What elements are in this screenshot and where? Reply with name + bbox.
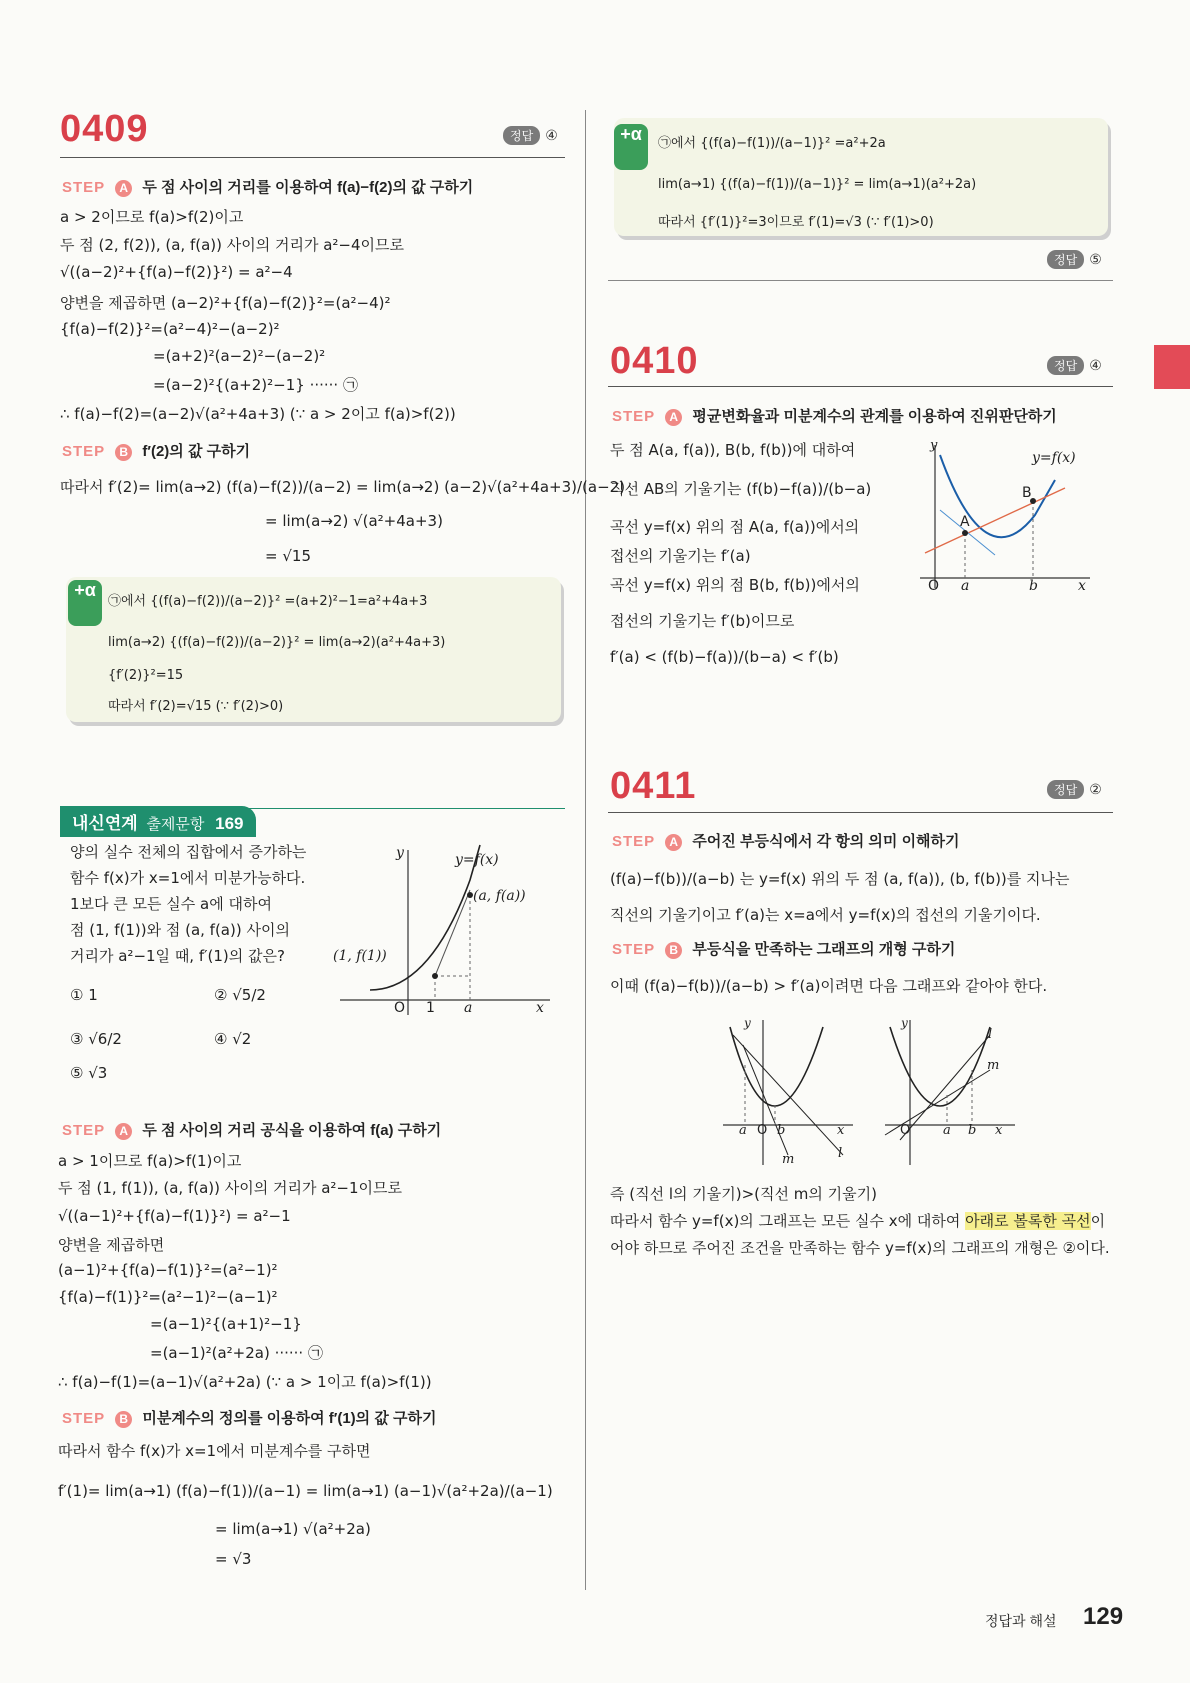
solution-line: {f(a)−f(1)}²=(a²−1)²−(a−1)² bbox=[58, 1288, 278, 1306]
question-line: 1보다 큰 모든 실수 a에 대하여 bbox=[70, 895, 272, 913]
column-divider bbox=[585, 110, 586, 1590]
graph-origin-label: O bbox=[928, 578, 940, 594]
solution-line: a > 2이므로 f(a)>f(2)이고 bbox=[60, 208, 244, 226]
graph-tick-a: a bbox=[464, 1000, 473, 1016]
solution-line: =(a−1)²(a²+2a) ······ ㉠ bbox=[150, 1344, 323, 1362]
answer-0409 bbox=[503, 126, 558, 145]
solution-line: 두 점 A(a, f(a)), B(b, f(b))에 대하여 bbox=[610, 441, 856, 459]
graph-tick-a: a bbox=[739, 1123, 747, 1138]
solution-line: √((a−2)²+{f(a)−f(2)}²) = a²−4 bbox=[60, 263, 293, 281]
graph-origin-label: O bbox=[394, 1000, 406, 1016]
plus-alpha-icon: +α bbox=[614, 124, 648, 170]
solution-line: ∴ f(a)−f(1)=(a−1)√(a²+2a) (∵ a > 1이고 f(a)>f(1)) bbox=[58, 1373, 432, 1391]
solution-line: 접선의 기울기는 f′(b)이므로 bbox=[610, 612, 795, 630]
plus-line: lim(a→1) {(f(a)−f(1))/(a−1)}² = lim(a→1)(a²+2a) bbox=[658, 177, 977, 192]
solution-line: a > 1이므로 f(a)>f(1)이고 bbox=[58, 1152, 242, 1170]
answer-badge: 정답 bbox=[503, 126, 540, 145]
solution-line: 접선의 기울기는 f′(a) bbox=[610, 547, 751, 565]
answer-badge: 정답 bbox=[1047, 356, 1084, 375]
graph-point-a: A bbox=[960, 514, 970, 530]
graph-x-label: x bbox=[536, 1000, 544, 1016]
rule-plus-right bbox=[608, 280, 1113, 281]
problem-number-0409: 0409 bbox=[60, 108, 149, 150]
choice-3: ③ √6/2 bbox=[70, 1030, 122, 1048]
solution-line: √((a−1)²+{f(a)−f(1)}²) = a²−1 bbox=[58, 1207, 291, 1225]
graph-y-label: y bbox=[930, 438, 938, 453]
plus-line: ㉠에서 {(f(a)−f(1))/(a−1)}² =a²+2a bbox=[658, 136, 886, 151]
question-line: 점 (1, f(1))와 점 (a, f(a)) 사이의 bbox=[70, 921, 290, 939]
answer-0411 bbox=[1047, 780, 1102, 799]
solution-line: f′(1)= lim(a→1) (f(a)−f(1))/(a−1) = lim(a→1) (a−1)√(a²+2a)/(a−1) bbox=[58, 1482, 553, 1500]
answer-value: ④ bbox=[545, 127, 558, 143]
step-a-heading: STEP A 두 점 사이의 거리를 이용하여 f(a)−f(2)의 값 구하기 bbox=[62, 179, 474, 196]
solution-line: = √15 bbox=[265, 547, 311, 565]
graph-line-m: m bbox=[782, 1152, 795, 1167]
graph-point-a-label: (a, f(a)) bbox=[473, 888, 526, 904]
graph-tick-b: b bbox=[777, 1123, 786, 1138]
solution-line: = lim(a→1) √(a²+2a) bbox=[215, 1520, 371, 1538]
rule-0411 bbox=[608, 812, 1113, 813]
question-line: 함수 f(x)가 x=1에서 미분가능하다. bbox=[70, 869, 306, 887]
solution-line: = √3 bbox=[215, 1550, 252, 1568]
conclusion-line: 따라서 함수 y=f(x)의 그래프는 모든 실수 x에 대하여 아래로 볼록한 곡선이 bbox=[610, 1212, 1106, 1230]
answer-badge: 정답 bbox=[1047, 780, 1084, 799]
graph-y-label: y bbox=[901, 1016, 908, 1030]
step-a-heading: STEP A 평균변화율과 미분계수의 관계를 이용하여 진위판단하기 bbox=[612, 408, 1057, 425]
choice-5: ⑤ √3 bbox=[70, 1064, 108, 1082]
graph-0411-left bbox=[718, 1015, 858, 1165]
answer-0410 bbox=[1047, 356, 1102, 375]
plus-line: ㉠에서 {(f(a)−f(2))/(a−2)}² =(a+2)²−1=a²+4a+3 bbox=[108, 594, 428, 609]
graph-tick-b: b bbox=[968, 1123, 977, 1138]
solution-line: f′(a) < (f(b)−f(a))/(b−a) < f′(b) bbox=[610, 648, 839, 666]
solution-line: 따라서 f′(2)= lim(a→2) (f(a)−f(2))/(a−2) = lim(a→2) (a−2)√(a²+4a+3)/(a−2) bbox=[60, 478, 626, 496]
solution-line: 곡선 y=f(x) 위의 점 B(b, f(b))에서의 bbox=[610, 576, 860, 594]
graph-origin-label: O bbox=[757, 1123, 768, 1138]
footer-label: 정답과 해설 bbox=[985, 1613, 1057, 1629]
problem-number-0410: 0410 bbox=[610, 340, 699, 382]
solution-line: {f(a)−f(2)}²=(a²−4)²−(a−2)² bbox=[60, 320, 280, 338]
question-line: 양의 실수 전체의 집합에서 증가하는 bbox=[70, 843, 307, 861]
solution-line: =(a+2)²(a−2)²−(a−2)² bbox=[153, 347, 326, 365]
step-b-heading: STEP B 부등식을 만족하는 그래프의 개형 구하기 bbox=[612, 941, 956, 958]
solution-line: 따라서 함수 f(x)가 x=1에서 미분계수를 구하면 bbox=[58, 1442, 371, 1460]
step-b-heading: STEP B 미분계수의 정의를 이용하여 f′(1)의 값 구하기 bbox=[62, 1410, 437, 1427]
plus-line: {f′(2)}²=15 bbox=[108, 668, 184, 683]
solution-line: 직선의 기울기이고 f′(a)는 x=a에서 y=f(x)의 접선의 기울기이다. bbox=[610, 906, 1041, 924]
solution-line: 양변을 제곱하면 (a−2)²+{f(a)−f(2)}²=(a²−4)² bbox=[60, 294, 391, 312]
solution-line: =(a−1)²{(a+1)²−1} bbox=[150, 1315, 302, 1333]
graph-x-label: x bbox=[995, 1123, 1003, 1138]
conclusion-line: 즉 (직선 l의 기울기)>(직선 m의 기울기) bbox=[610, 1185, 877, 1203]
step-a-heading: STEP A 두 점 사이의 거리 공식을 이용하여 f(a) 구하기 bbox=[62, 1122, 442, 1139]
solution-line: 곡선 y=f(x) 위의 점 A(a, f(a))에서의 bbox=[610, 518, 860, 536]
graph-x-label: x bbox=[1078, 578, 1086, 594]
plus-alpha-icon: +α bbox=[68, 580, 102, 626]
solution-line: 양변을 제곱하면 bbox=[58, 1236, 165, 1254]
graph-origin-label: O bbox=[900, 1123, 911, 1138]
graph-y-label: y bbox=[396, 845, 404, 861]
rule-0409 bbox=[60, 157, 565, 158]
solution-line: 직선 AB의 기울기는 (f(b)−f(a))/(b−a) bbox=[610, 480, 872, 498]
plus-line: lim(a→2) {(f(a)−f(2))/(a−2)}² = lim(a→2)(a²+4a+3) bbox=[108, 635, 446, 650]
solution-line: ∴ f(a)−f(2)=(a−2)√(a²+4a+3) (∵ a > 2이고 f(a)>f(2)) bbox=[60, 405, 456, 423]
answer-value: ② bbox=[1089, 781, 1102, 797]
naesin-label: 내신연계 출제문항 169 bbox=[60, 806, 256, 837]
answer-plus-right bbox=[1047, 250, 1102, 269]
rule-0410 bbox=[608, 386, 1113, 387]
graph-x-label: x bbox=[837, 1123, 845, 1138]
answer-value: ⑤ bbox=[1089, 251, 1102, 267]
choice-1: ① 1 bbox=[70, 986, 98, 1004]
solution-line: 이때 (f(a)−f(b))/(a−b) > f′(a)이려면 다음 그래프와 같아야 한다. bbox=[610, 977, 1048, 995]
solution-line: (a−1)²+{f(a)−f(1)}²=(a²−1)² bbox=[58, 1261, 278, 1279]
solution-line: =(a−2)²{(a+2)²−1} ······ ㉠ bbox=[153, 376, 358, 394]
choice-2: ② √5/2 bbox=[214, 986, 266, 1004]
graph-line-m: m bbox=[987, 1058, 1000, 1073]
step-b-heading: STEP B f′(2)의 값 구하기 bbox=[62, 443, 251, 460]
solution-line: 두 점 (2, f(2)), (a, f(a)) 사이의 거리가 a²−4이므로 bbox=[60, 236, 405, 254]
graph-tick-1: 1 bbox=[426, 1000, 435, 1016]
graph-y-label: y bbox=[744, 1016, 751, 1030]
plus-line: 따라서 {f′(1)}²=3이므로 f′(1)=√3 (∵ f′(1)>0) bbox=[658, 215, 934, 230]
answer-badge: 정답 bbox=[1047, 250, 1084, 269]
solution-line: 두 점 (1, f(1)), (a, f(a)) 사이의 거리가 a²−1이므로 bbox=[58, 1179, 403, 1197]
graph-tick-b: b bbox=[1029, 578, 1038, 594]
naesin-graph bbox=[330, 840, 560, 1020]
graph-point-1-label: (1, f(1)) bbox=[333, 948, 387, 964]
graph-tick-a: a bbox=[961, 578, 970, 594]
answer-value: ④ bbox=[1089, 357, 1102, 373]
highlighted-text: 아래로 볼록한 곡선 bbox=[965, 1212, 1091, 1230]
solution-line: = lim(a→2) √(a²+4a+3) bbox=[265, 512, 443, 530]
graph-curve-label: y=f(x) bbox=[455, 852, 499, 868]
chapter-tab bbox=[1154, 345, 1190, 389]
graph-line-l: l bbox=[838, 1146, 843, 1161]
choice-4: ④ √2 bbox=[214, 1030, 252, 1048]
graph-0411-right bbox=[880, 1015, 1020, 1165]
conclusion-line: 어야 하므로 주어진 조건을 만족하는 함수 y=f(x)의 그래프의 개형은 ②이다. bbox=[610, 1239, 1110, 1257]
question-line: 거리가 a²−1일 때, f′(1)의 값은? bbox=[70, 947, 285, 965]
step-a-heading: STEP A 주어진 부등식에서 각 항의 의미 이해하기 bbox=[612, 833, 960, 850]
plus-line: 따라서 f′(2)=√15 (∵ f′(2)>0) bbox=[108, 699, 284, 714]
page-number: 129 bbox=[1083, 1603, 1124, 1630]
solution-line: (f(a)−f(b))/(a−b) 는 y=f(x) 위의 두 점 (a, f(a)), (b, f(b))를 지나는 bbox=[610, 870, 1070, 888]
graph-tick-a: a bbox=[943, 1123, 951, 1138]
problem-number-0411: 0411 bbox=[610, 765, 697, 807]
graph-curve-label: y=f(x) bbox=[1032, 450, 1076, 466]
graph-point-b: B bbox=[1022, 485, 1032, 501]
graph-line-l: l bbox=[988, 1027, 993, 1042]
